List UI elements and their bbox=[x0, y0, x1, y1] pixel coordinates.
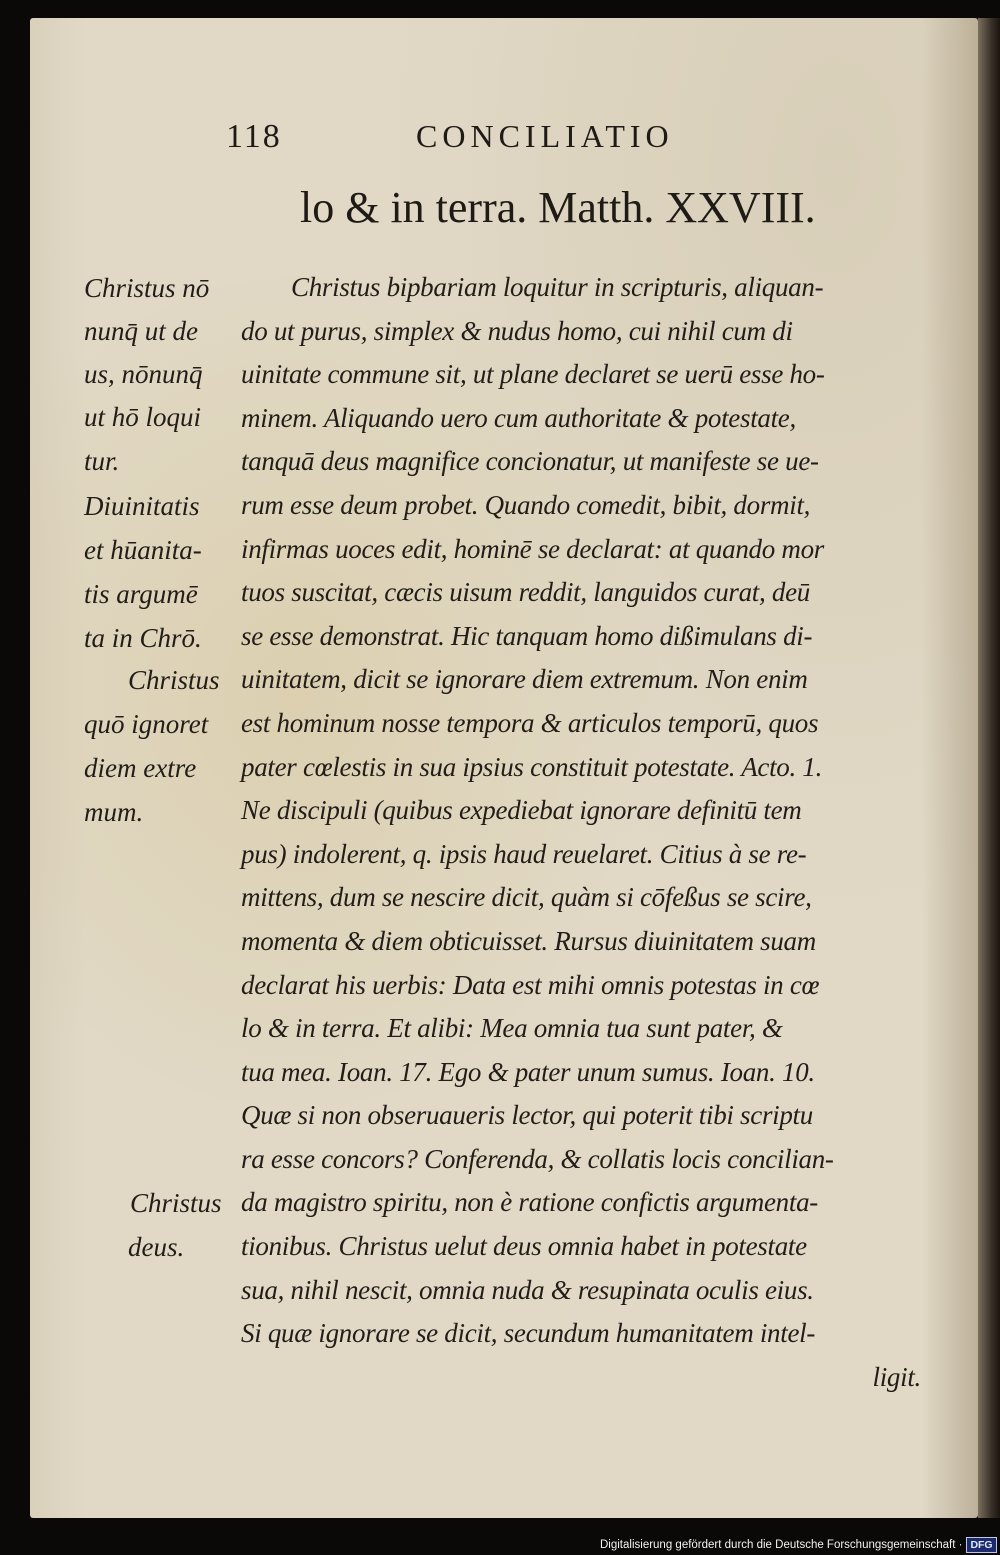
text-line: Christus bipbariam loquitur in scripturis, aliquan- bbox=[291, 272, 824, 302]
text-line: Si quæ ignorare se dicit, secundum humanitatem intel- bbox=[241, 1318, 816, 1349]
text-line: Quæ si non obseruaueris lector, qui poterit tibi scriptu bbox=[241, 1100, 813, 1131]
margin-note-line: ta in Chrō. bbox=[84, 623, 202, 653]
margin-note-line: Christus bbox=[130, 1188, 222, 1218]
margin-note-line: nunq̄ ut de bbox=[84, 316, 198, 346]
text-line: se esse demonstrat. Hic tanquam homo dißimulans di- bbox=[241, 620, 813, 651]
digitization-credit bbox=[600, 1535, 993, 1555]
text-line: ligit. bbox=[872, 1361, 921, 1392]
margin-note-line: ut hō loqui bbox=[84, 402, 202, 432]
credit-text: Digitalisierung gefördert durch die Deutsche Forschungsgemeinschaft · bbox=[600, 1539, 963, 1551]
margin-note-line: Diuinitatis bbox=[84, 491, 200, 521]
text-line: tuos suscitat, cæcis uisum reddit, languidos curat, deū bbox=[241, 577, 810, 608]
text-line: ra esse concors? Conferenda, & collatis locis concilian- bbox=[241, 1143, 834, 1174]
text-line: lo & in terra. Et alibi: Mea omnia tua sunt pater, & bbox=[241, 1013, 783, 1044]
margin-note-line: us, nōnunq̄ bbox=[84, 359, 203, 389]
text-line: infirmas uoces edit, hominē se declarat: at quando mor bbox=[241, 533, 824, 564]
margin-note-line: quō ignoret bbox=[84, 709, 209, 739]
text-line: do ut purus, simplex & nudus homo, cui nihil cum di bbox=[241, 315, 793, 346]
text-line: da magistro spiritu, non è ratione confictis argumenta- bbox=[241, 1187, 818, 1218]
margin-note-line: tis argumē bbox=[84, 579, 198, 609]
margin-note-line: et hūanita- bbox=[84, 535, 202, 565]
page-edge bbox=[978, 18, 1000, 1518]
main-text bbox=[241, 266, 931, 1399]
text-line: uinitatem, dicit se ignorare diem extremum. Non enim bbox=[241, 664, 808, 695]
text-line: est hominum nosse tempora & articulos temporū, quos bbox=[241, 707, 819, 738]
page-header bbox=[226, 118, 926, 158]
text-line: rum esse deum probet. Quando comedit, bibit, dormit, bbox=[241, 489, 811, 520]
running-title: CONCILIATIO bbox=[416, 118, 674, 154]
margin-note-line: Christus nō bbox=[84, 273, 210, 303]
margin-note-line: Christus bbox=[128, 665, 220, 695]
dfg-logo: DFG bbox=[966, 1537, 996, 1553]
text-line: uinitate commune sit, ut plane declaret se uerū esse ho- bbox=[241, 359, 825, 390]
text-line: pus) indolerent, q. ipsis haud reuelaret. Citius à se re- bbox=[241, 838, 807, 869]
margin-note-line: mum. bbox=[84, 797, 144, 827]
text-line: declarat his uerbis: Data est mihi omnis potestas in cœ bbox=[241, 969, 820, 1000]
margin-note-line: tur. bbox=[84, 446, 120, 476]
text-line: Ne discipuli (quibus expediebat ignorare definitū tem bbox=[241, 795, 802, 826]
margin-note-line: diem extre bbox=[84, 753, 197, 783]
text-line: momenta & diem obticuisset. Rursus diuinitatem suam bbox=[241, 925, 816, 956]
text-line: tanquā deus magnifice concionatur, ut manifeste se ue- bbox=[241, 446, 819, 477]
continuation-line: lo & in terra. Matth. XXVIII. bbox=[300, 183, 816, 232]
text-line: tua mea. Ioan. 17. Ego & pater unum sumus. Ioan. 10. bbox=[241, 1056, 815, 1087]
margin-note-line: deus. bbox=[128, 1232, 185, 1262]
text-line: tionibus. Christus uelut deus omnia habet in potestate bbox=[241, 1231, 807, 1262]
text-line: pater cœlestis in sua ipsius constituit potestate. Acto. 1. bbox=[241, 751, 823, 782]
page-number: 118 bbox=[226, 118, 282, 155]
text-line: mittens, dum se nescire dicit, quàm si cōfeßus se scire, bbox=[241, 882, 812, 913]
text-line: minem. Aliquando uero cum authoritate & potestate, bbox=[241, 402, 796, 433]
text-line: sua, nihil nescit, omnia nuda & resupinata oculis eius. bbox=[241, 1274, 814, 1305]
